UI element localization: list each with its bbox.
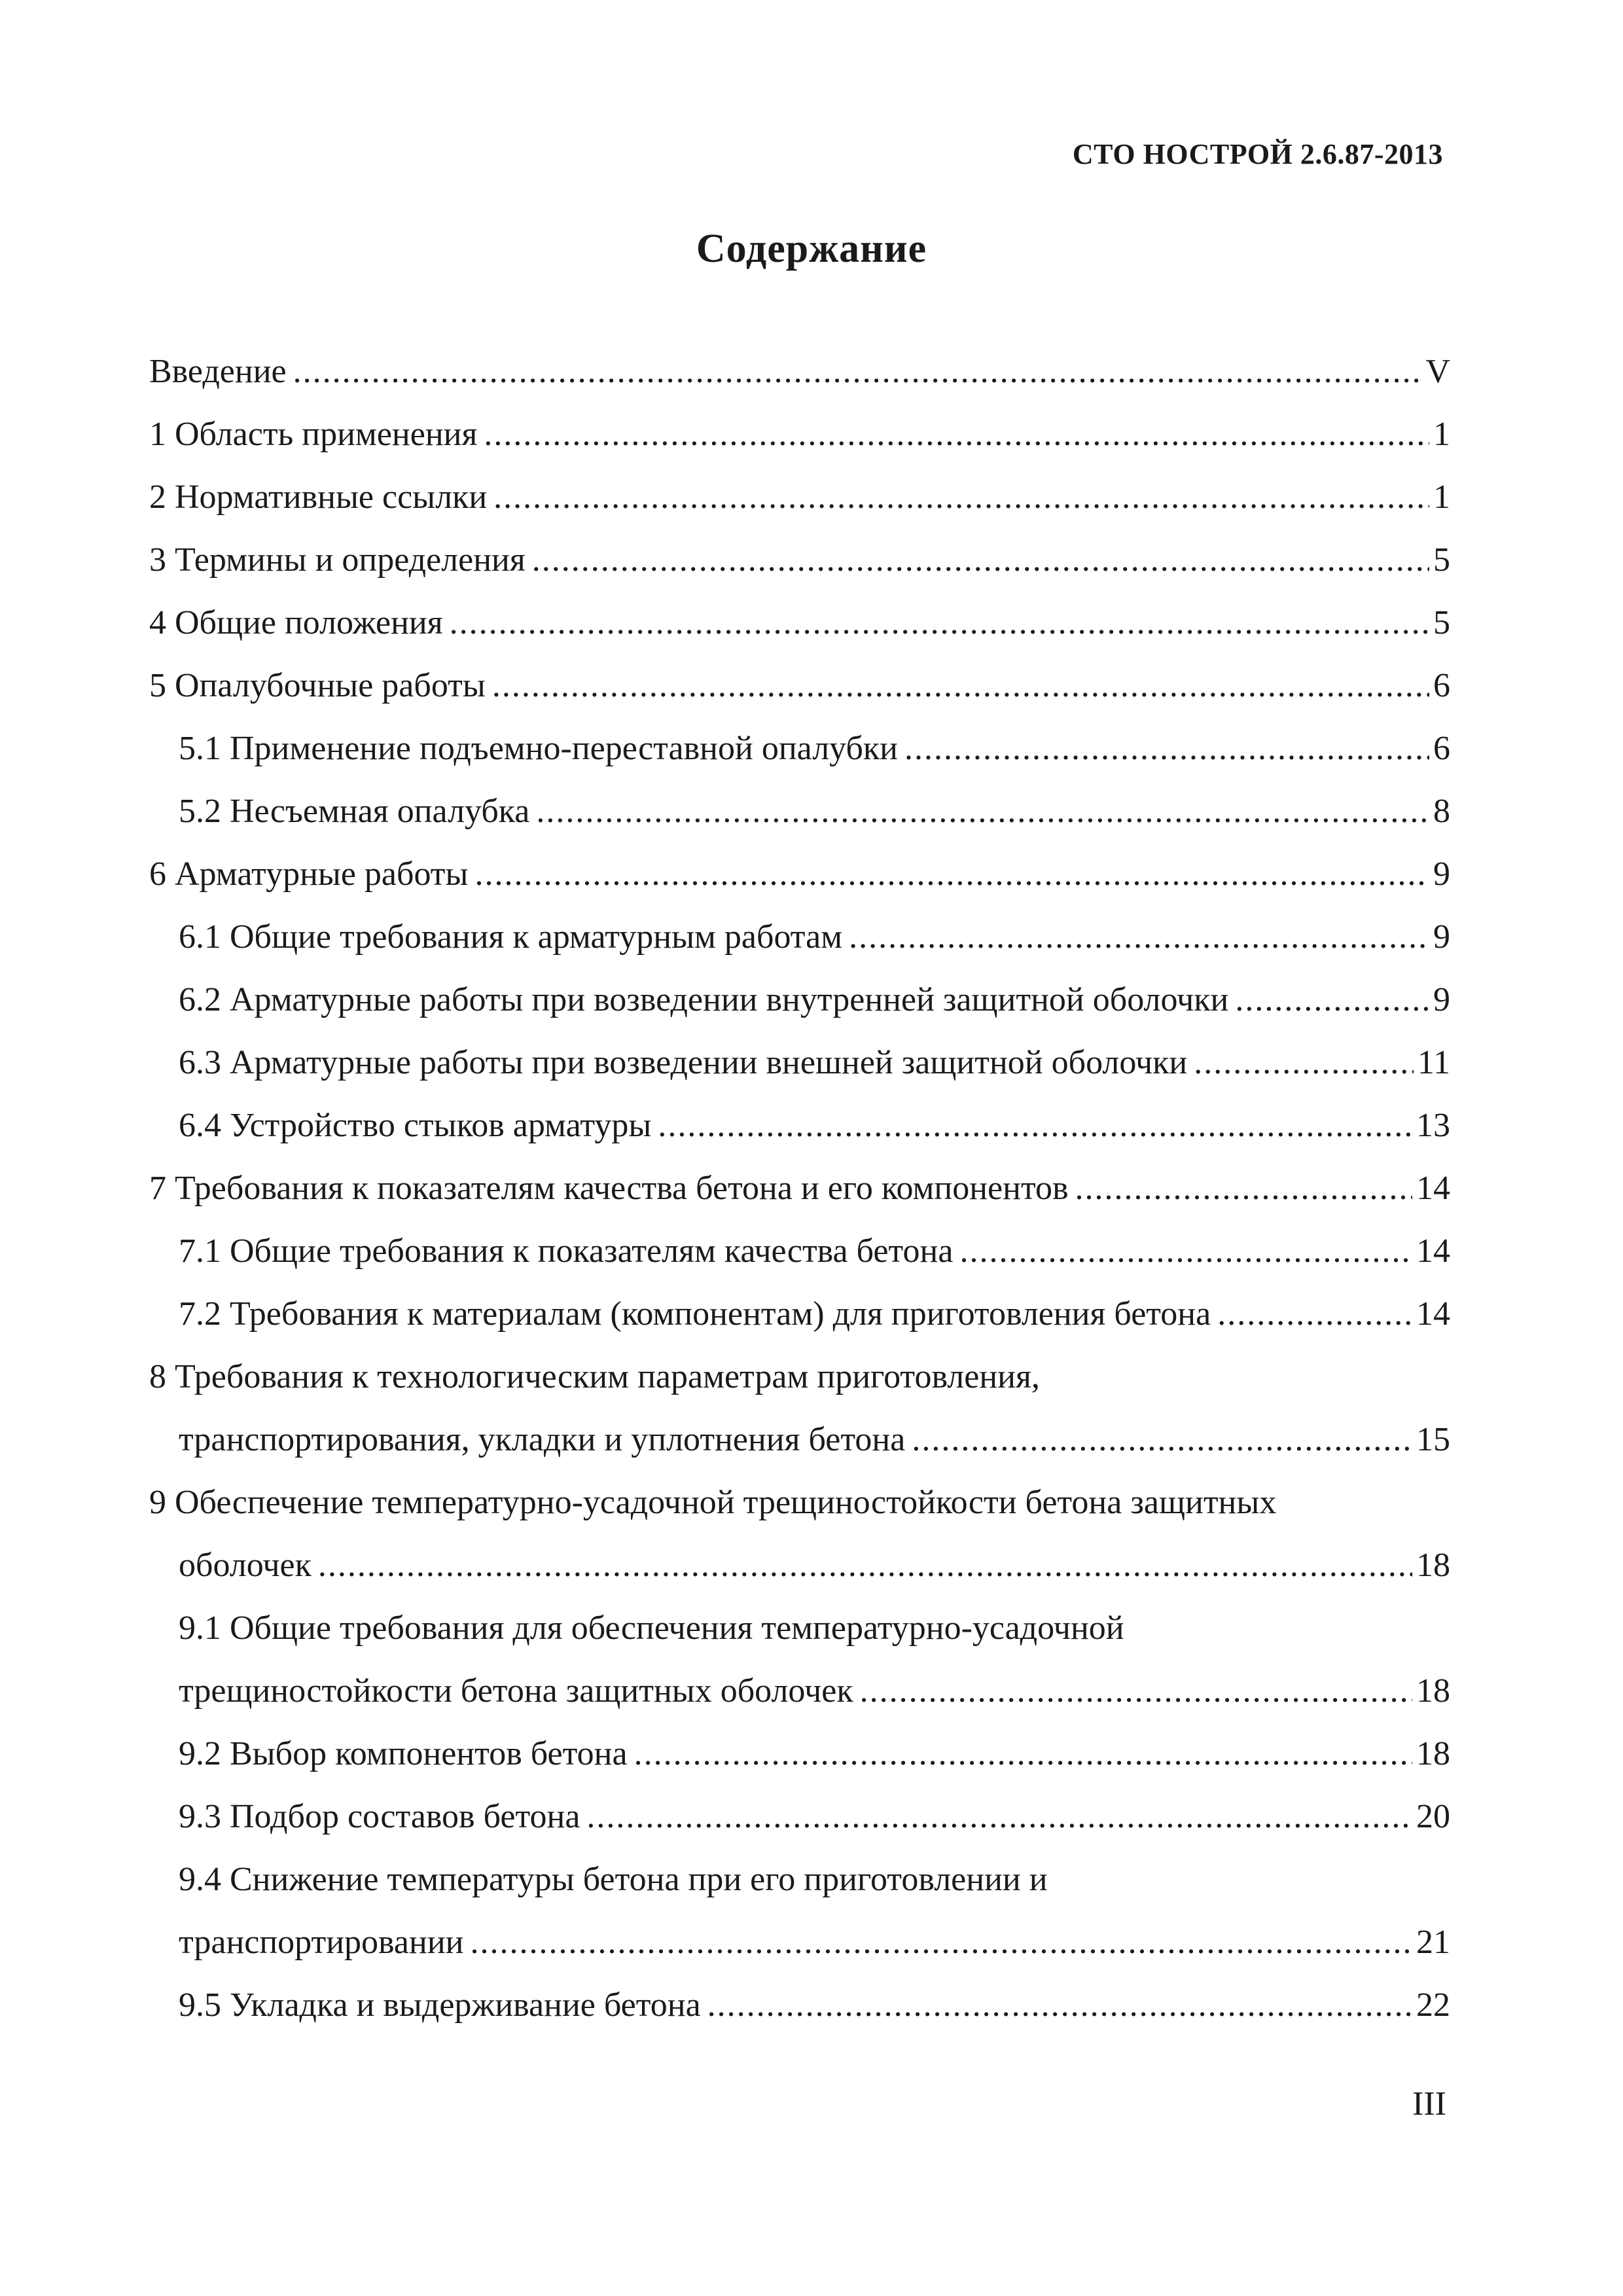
dot-leader (1235, 969, 1429, 1031)
toc-entry-page: 6 (1433, 730, 1450, 767)
toc-entry-page: 18 (1416, 1735, 1450, 1772)
toc-entry-page: 9 (1433, 855, 1450, 893)
toc-entry-text: 5.1 Применение подъемно-переставной опалубки (179, 730, 899, 767)
toc-entry-page: 6 (1433, 667, 1450, 704)
toc-entry-text: 9.3 Подбор составов бетона (179, 1798, 580, 1835)
toc-entry-text: 6.1 Общие требования к арматурным работам (179, 918, 843, 956)
toc-entry-page: 11 (1417, 1044, 1450, 1081)
toc-entry-page: 14 (1416, 1170, 1450, 1207)
dot-leader (1075, 1157, 1412, 1220)
dot-leader (493, 466, 1429, 529)
toc-entry-9-4-continued[interactable] (149, 1911, 1450, 1974)
dot-leader (904, 717, 1429, 780)
toc-entry-page: 18 (1416, 1547, 1450, 1584)
toc-entry-9-4[interactable] (149, 1848, 1450, 1911)
toc-entry-6-1[interactable] (149, 906, 1450, 969)
dot-leader (474, 843, 1429, 906)
table-of-contents (149, 340, 1450, 2037)
toc-entry-text: 4 Общие положения (149, 604, 443, 641)
dot-leader (707, 1974, 1412, 2037)
toc-entry-text: 3 Термины и определения (149, 541, 526, 579)
toc-entry-9-5[interactable] (149, 1974, 1450, 2037)
document-code: СТО НОСТРОЙ 2.6.87-2013 (1072, 138, 1443, 170)
toc-entry-text: Введение (149, 353, 287, 390)
dot-leader (1194, 1031, 1414, 1094)
toc-entry-9[interactable] (149, 1471, 1450, 1534)
toc-entry-9-continued[interactable] (149, 1534, 1450, 1597)
toc-entry-7-1[interactable] (149, 1220, 1450, 1283)
toc-entry-text: 6.2 Арматурные работы при возведении внутренней защитной оболочки (179, 981, 1229, 1018)
toc-entry-page: 1 (1433, 416, 1450, 453)
toc-entry-introduction[interactable] (149, 340, 1450, 403)
toc-entry-6-2[interactable] (149, 969, 1450, 1031)
toc-entry-5[interactable] (149, 655, 1450, 717)
toc-entry-7-2[interactable] (149, 1283, 1450, 1346)
toc-entry-text: 9.1 Общие требования для обеспечения температурно-усадочной (179, 1609, 1124, 1647)
toc-entry-page: 18 (1416, 1672, 1450, 1710)
toc-entry-text: 1 Область применения (149, 416, 478, 453)
toc-entry-7[interactable] (149, 1157, 1450, 1220)
toc-entry-text: 9.2 Выбор компонентов бетона (179, 1735, 628, 1772)
toc-entry-text: 9.5 Укладка и выдерживание бетона (179, 1986, 701, 2024)
toc-entry-text: 6 Арматурные работы (149, 855, 469, 893)
toc-entry-3[interactable] (149, 529, 1450, 592)
dot-leader (318, 1534, 1412, 1597)
dot-leader (912, 1408, 1412, 1471)
dot-leader (860, 1660, 1412, 1723)
dot-leader (849, 906, 1429, 969)
toc-entry-9-2[interactable] (149, 1723, 1450, 1785)
toc-entry-page: 14 (1416, 1232, 1450, 1270)
dot-leader (450, 592, 1429, 655)
dot-leader (484, 403, 1429, 466)
dot-leader (658, 1094, 1412, 1157)
dot-leader (586, 1785, 1412, 1848)
toc-entry-text: 2 Нормативные ссылки (149, 478, 488, 516)
toc-entry-text: оболочек (179, 1547, 312, 1584)
toc-entry-text: транспортировании (179, 1924, 464, 1961)
toc-entry-text: 9 Обеспечение температурно-усадочной трещиностойкости бетона защитных (149, 1484, 1277, 1521)
toc-entry-page: 9 (1433, 981, 1450, 1018)
dot-leader (470, 1911, 1412, 1974)
page-title: Содержание (696, 226, 927, 271)
toc-entry-text: 8 Требования к технологическим параметрам приготовления, (149, 1358, 1040, 1395)
toc-entry-8-continued[interactable] (149, 1408, 1450, 1471)
toc-entry-text: 6.3 Арматурные работы при возведении внешней защитной оболочки (179, 1044, 1188, 1081)
toc-entry-8[interactable] (149, 1346, 1450, 1408)
toc-entry-text: трещиностойкости бетона защитных оболочек (179, 1672, 853, 1710)
dot-leader (293, 340, 1422, 403)
toc-entry-5-2[interactable] (149, 780, 1450, 843)
toc-entry-text: транспортирования, укладки и уплотнения бетона (179, 1421, 906, 1458)
toc-entry-page: 9 (1433, 918, 1450, 956)
page-number: III (1412, 2085, 1446, 2123)
toc-entry-page: 5 (1433, 541, 1450, 579)
dot-leader (1217, 1283, 1412, 1346)
toc-entry-text: 7 Требования к показателям качества бетона и его компонентов (149, 1170, 1069, 1207)
toc-entry-text: 7.1 Общие требования к показателям качества бетона (179, 1232, 954, 1270)
toc-entry-9-1-continued[interactable] (149, 1660, 1450, 1723)
toc-entry-text: 6.4 Устройство стыков арматуры (179, 1107, 652, 1144)
toc-entry-page: 8 (1433, 793, 1450, 830)
toc-entry-page: 20 (1416, 1798, 1450, 1835)
toc-entry-5-1[interactable] (149, 717, 1450, 780)
dot-leader (536, 780, 1429, 843)
toc-entry-page: 14 (1416, 1295, 1450, 1333)
toc-entry-page: 21 (1416, 1924, 1450, 1961)
dot-leader (492, 655, 1429, 717)
toc-entry-text: 7.2 Требования к материалам (компонентам) для приготовления бетона (179, 1295, 1211, 1333)
toc-entry-text: 5.2 Несъемная опалубка (179, 793, 530, 830)
toc-entry-4[interactable] (149, 592, 1450, 655)
toc-entry-9-3[interactable] (149, 1785, 1450, 1848)
toc-entry-page: 22 (1416, 1986, 1450, 2024)
toc-entry-9-1[interactable] (149, 1597, 1450, 1660)
toc-entry-6-3[interactable] (149, 1031, 1450, 1094)
dot-leader (959, 1220, 1412, 1283)
toc-entry-page: 15 (1416, 1421, 1450, 1458)
dot-leader (532, 529, 1429, 592)
toc-entry-page: 13 (1416, 1107, 1450, 1144)
toc-entry-text: 9.4 Снижение температуры бетона при его приготовлении и (179, 1861, 1048, 1898)
toc-entry-6[interactable] (149, 843, 1450, 906)
toc-entry-page: 1 (1433, 478, 1450, 516)
toc-entry-page: 5 (1433, 604, 1450, 641)
toc-entry-2[interactable] (149, 466, 1450, 529)
toc-entry-text: 5 Опалубочные работы (149, 667, 486, 704)
toc-entry-page: V (1425, 353, 1450, 390)
toc-entry-1[interactable] (149, 403, 1450, 466)
toc-entry-6-4[interactable] (149, 1094, 1450, 1157)
dot-leader (634, 1723, 1412, 1785)
